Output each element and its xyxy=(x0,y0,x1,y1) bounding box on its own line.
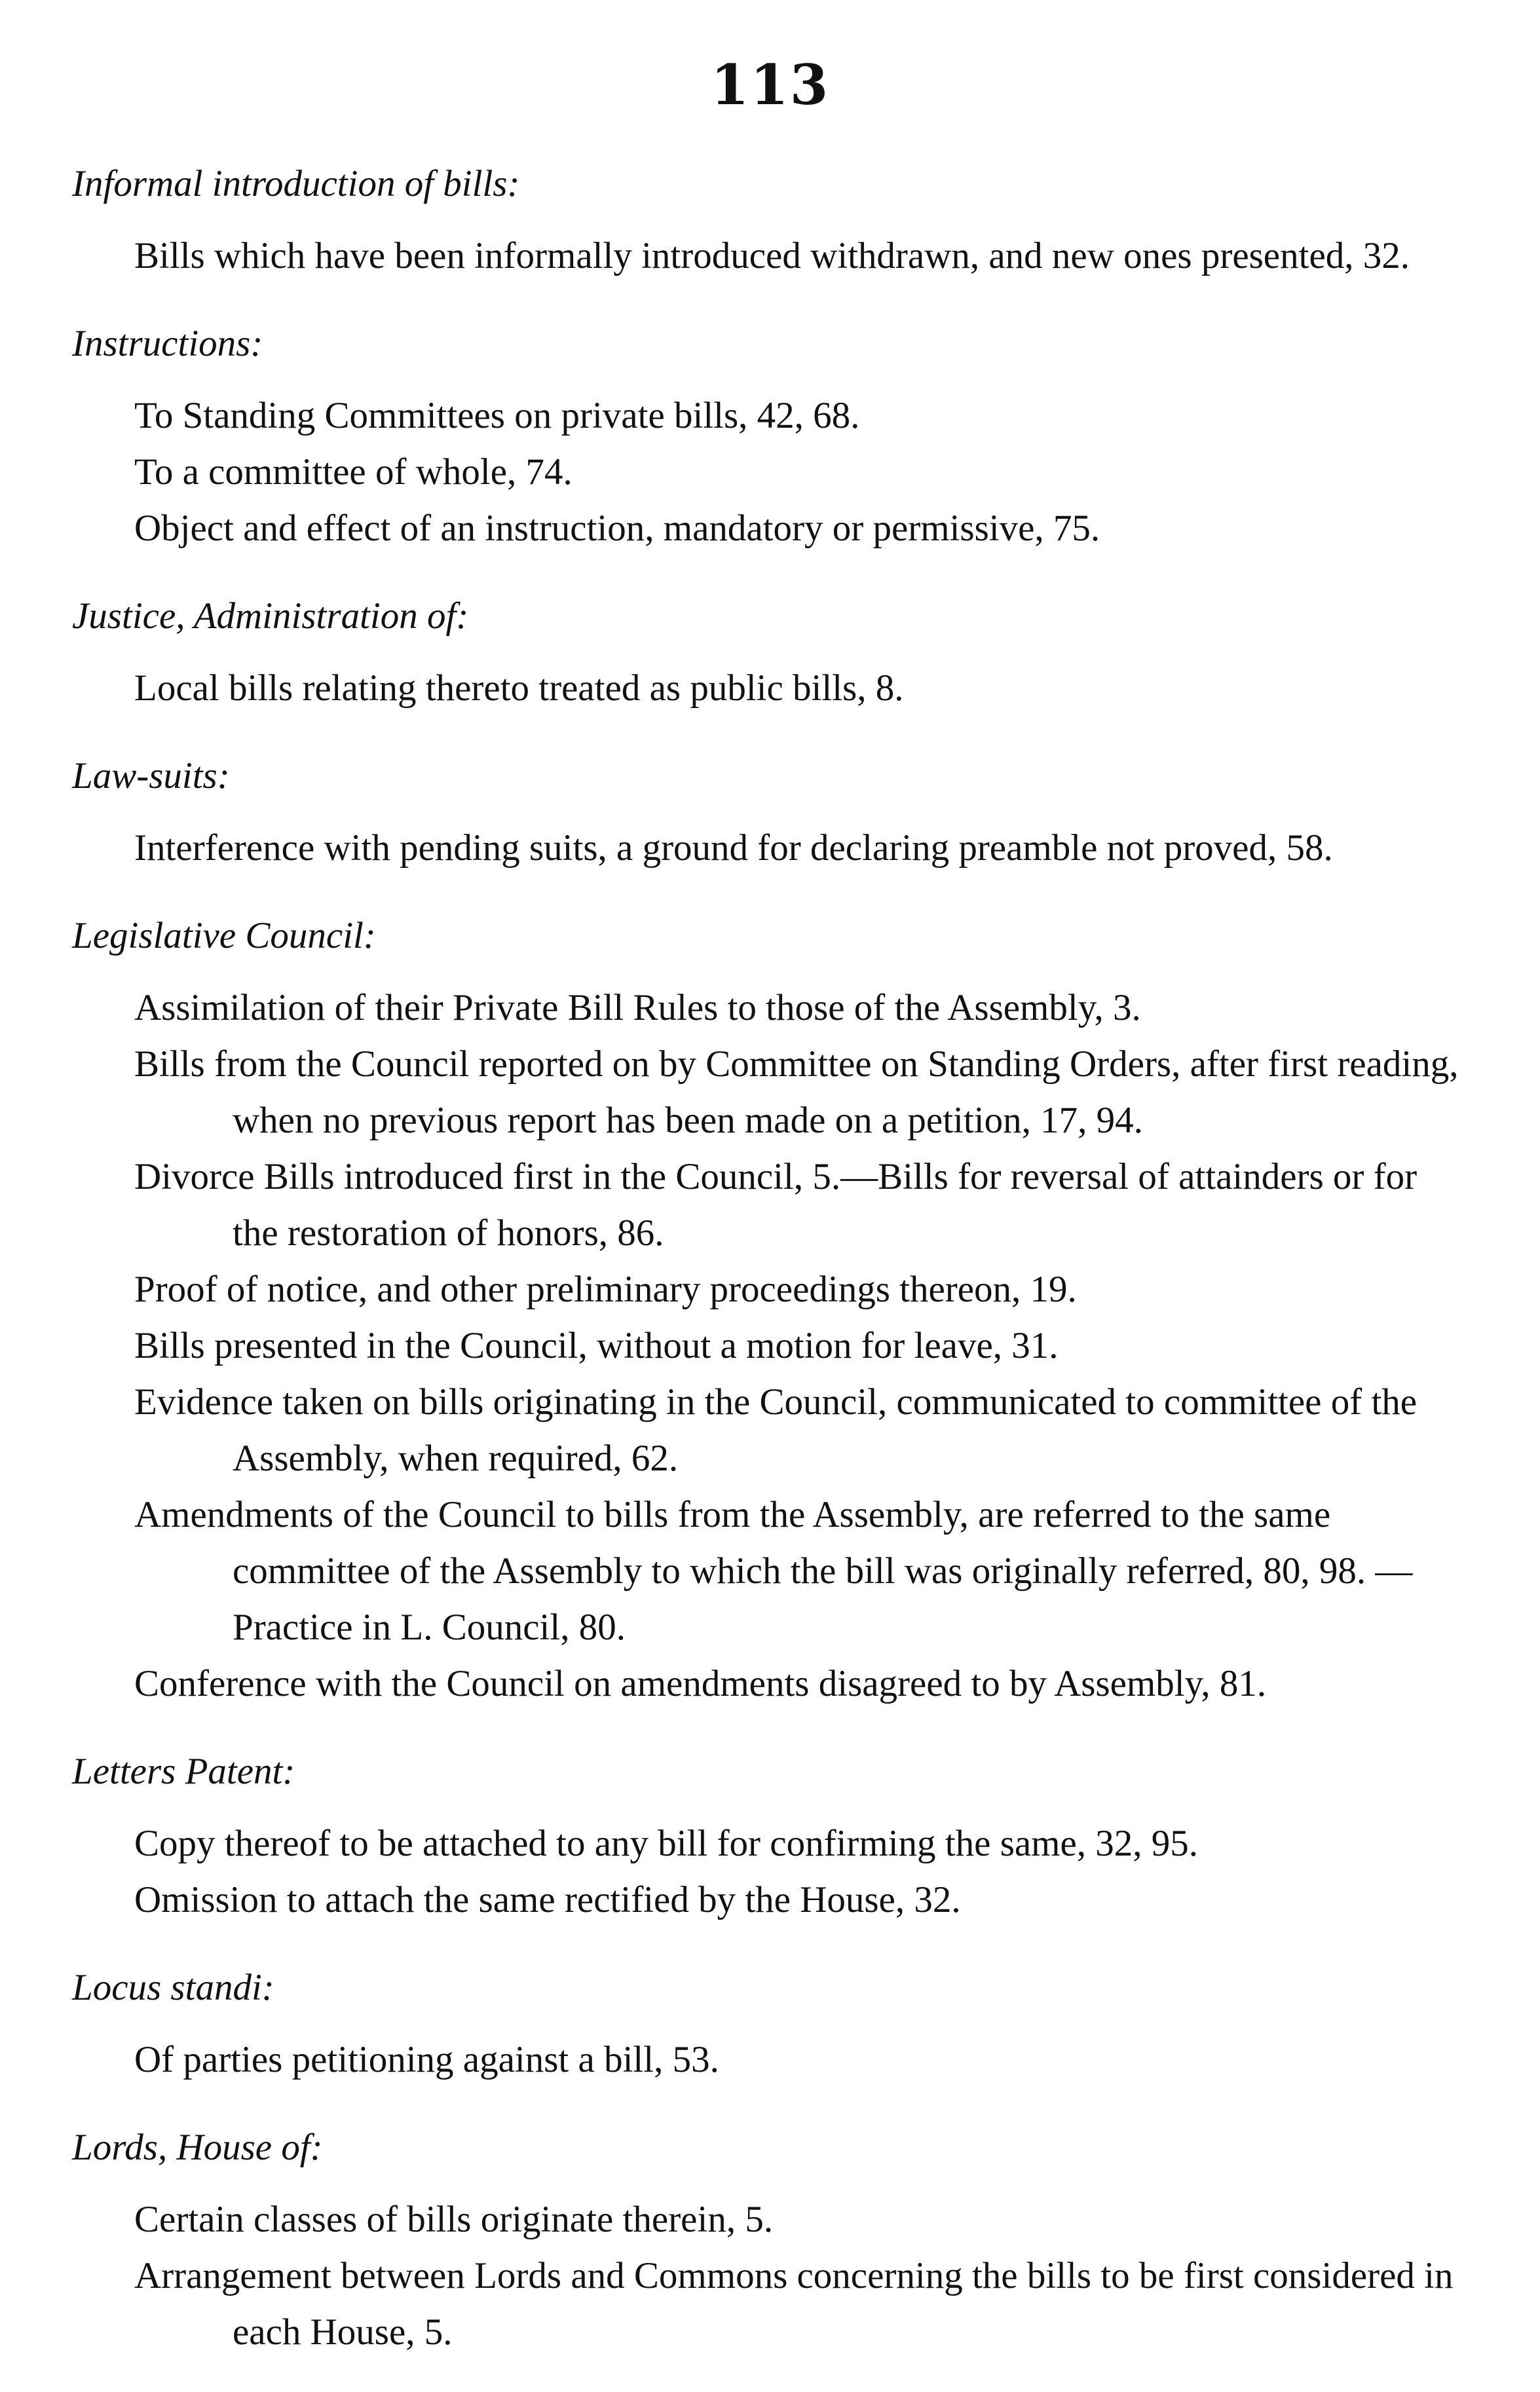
index-entry: To a committee of whole, 74. xyxy=(134,451,573,493)
index-entry: Of parties petitioning against a bill, 53. xyxy=(134,2039,719,2080)
index-section-lords-house xyxy=(72,2120,1467,2361)
section-heading: Instructions: xyxy=(72,323,263,364)
index-section-justice xyxy=(72,588,1467,717)
index-section-locus-standi xyxy=(72,1960,1467,2088)
index-entry: Object and effect of an instruction, mandatory or permissive, 75. xyxy=(134,508,1100,549)
index-entry: Assimilation of their Private Bill Rules to those of the Assembly, 3. xyxy=(134,987,1141,1028)
index-entry: Amendments of the Council to bills from the Assembly, are referred to the same committee of the Assembly to which the bill was originally referred, 80, 98. —Practice in L. Council, 80. xyxy=(134,1494,1413,1648)
index-section-informal-introduction xyxy=(72,156,1467,284)
index-entry: Arrangement between Lords and Commons concerning the bills to be first considered in each House, 5. xyxy=(134,2255,1454,2353)
index-entry: Copy thereof to be attached to any bill for confirming the same, 32, 95. xyxy=(134,1823,1199,1864)
index-entry: Certain classes of bills originate therein, 5. xyxy=(134,2199,774,2240)
index-entry: Conference with the Council on amendments disagreed to by Assembly, 81. xyxy=(134,1663,1267,1704)
section-heading: Legislative Council: xyxy=(72,915,376,956)
index-content xyxy=(72,156,1467,2392)
index-entry: Omission to attach the same rectified by the House, 32. xyxy=(134,1879,961,1920)
index-entry: Divorce Bills introduced first in the Council, 5.—Bills for reversal of attainders or for the restoration of honors, 86. xyxy=(134,1156,1418,1254)
section-heading: Lords, House of: xyxy=(72,2127,323,2168)
index-entry: Proof of notice, and other preliminary proceedings thereon, 19. xyxy=(134,1269,1077,1310)
index-entry: Local bills relating thereto treated as public bills, 8. xyxy=(134,667,904,709)
index-entry: Bills from the Council reported on by Committee on Standing Orders, after first reading, when no previous report has been made on a petition, 17, 94. xyxy=(134,1043,1459,1141)
index-section-legislative-council xyxy=(72,908,1467,1712)
index-entry: To Standing Committees on private bills, 42, 68. xyxy=(134,395,860,436)
index-entry: Bills presented in the Council, without a motion for leave, 31. xyxy=(134,1325,1059,1366)
index-section-letters-patent xyxy=(72,1744,1467,1928)
page-number: 113 xyxy=(710,52,830,117)
section-heading: Justice, Administration of: xyxy=(72,595,469,637)
index-section-law-suits xyxy=(72,748,1467,876)
section-heading: Law-suits: xyxy=(72,755,230,796)
index-section-instructions xyxy=(72,316,1467,557)
index-entry: Evidence taken on bills originating in the Council, communicated to committee of the Assembly, when required, 62. xyxy=(134,1381,1418,1479)
section-heading: Informal introduction of bills: xyxy=(72,163,520,204)
section-heading: Locus standi: xyxy=(72,1967,274,2008)
section-heading: Letters Patent: xyxy=(72,1751,295,1792)
index-entry: Bills which have been informally introduced withdrawn, and new ones presented, 32. xyxy=(134,235,1410,276)
index-entry: Interference with pending suits, a ground for declaring preamble not proved, 58. xyxy=(134,827,1333,869)
